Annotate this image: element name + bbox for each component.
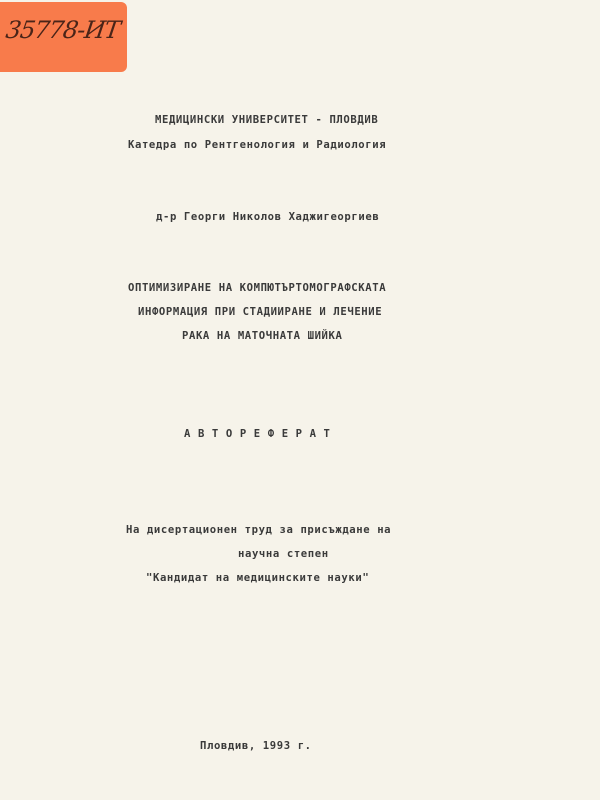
place-and-date: Пловдив, 1993 г. xyxy=(200,740,312,752)
purpose-line-3: "Кандидат на медицинските науки" xyxy=(146,572,370,584)
university-name: МЕДИЦИНСКИ УНИВЕРСИТЕТ - ПЛОВДИВ xyxy=(155,114,379,126)
catalog-number: 35778-ИТ xyxy=(4,16,122,44)
author-name: д-р Георги Николов Хаджигеоргиев xyxy=(156,211,380,223)
title-line-1: ОПТИМИЗИРАНЕ НА КОМПЮТЪРТОМОГРАФСКАТА xyxy=(128,282,387,294)
title-line-3: РАКА НА МАТОЧНАТА ШИЙКА xyxy=(182,330,343,342)
document-type: А В Т О Р Е Ф Е Р А Т xyxy=(184,428,331,440)
title-line-2: ИНФОРМАЦИЯ ПРИ СТАДИИРАНЕ И ЛЕЧЕНИЕ xyxy=(138,306,383,318)
department-name: Катедра по Рентгенология и Радиология xyxy=(128,139,387,151)
purpose-line-1: На дисертационен труд за присъждане на xyxy=(126,524,392,536)
purpose-line-2: научна степен xyxy=(238,548,329,560)
catalog-sticker xyxy=(0,2,127,72)
